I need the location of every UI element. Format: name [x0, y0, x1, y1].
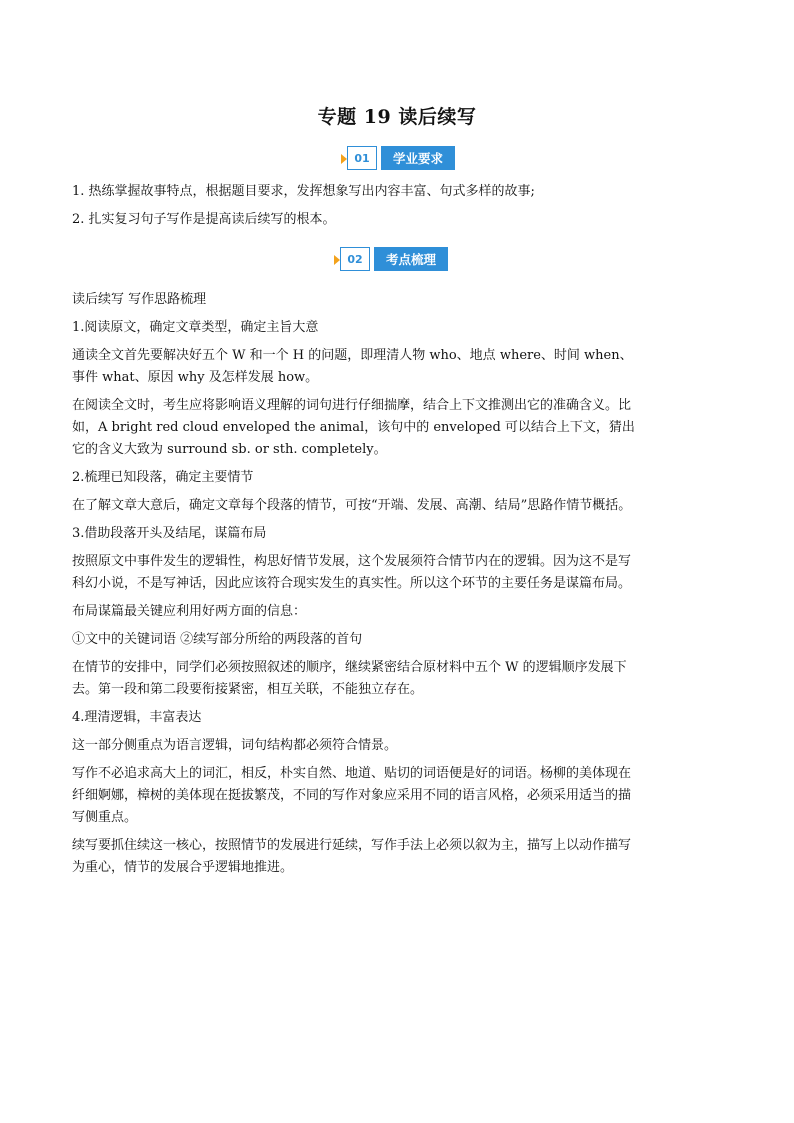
requirements-list	[72, 181, 637, 231]
requirement-item: 2. 扎实复习句子写作是提高读后续写的根本。	[72, 212, 336, 227]
paragraph: 写作不必追求高大上的词汇，相反，朴实自然、地道、贴切的词语便是好的词语。杨柳的美体现在纤细婀娜，樟树的美体现在挺拔繁茂，不同的写作对象应采用不同的语言风格，必须采用适当的描写侧重点。	[72, 766, 632, 825]
paragraph: 续写要抓住续这一核心，按照情节的发展进行延续，写作手法上必须以叙为主，描写上以动作描写为重心，情节的发展合乎逻辑地推进。	[72, 838, 632, 875]
paragraph: 这一部分侧重点为语言逻辑，词句结构都必须符合情景。	[72, 738, 398, 753]
section-badge-keypoints	[340, 247, 448, 271]
section-badge-requirements	[347, 146, 455, 170]
paragraph: 布局谋篇最关键应利用好两方面的信息：	[72, 604, 307, 619]
paragraph: 在阅读全文时，考生应将影响语义理解的词句进行仔细揣摩，结合上下文推测出它的准确含义。比如，A bright red cloud enveloped the animal，该句中的 enveloped 可以结合上下文，猜出它的含义大致为 surround sb. or sth. completely。	[72, 398, 635, 457]
section-number: 01	[347, 146, 377, 170]
section-number: 02	[340, 247, 370, 271]
section-heading: 4.理清逻辑，丰富表达	[72, 710, 202, 725]
paragraph: 通读全文首先要解决好五个 W 和一个 H 的问题，即理清人物 who、地点 where、时间 when、事件 what、原因 why 及怎样发展 how。	[72, 348, 633, 385]
paragraph: 在情节的安排中，同学们必须按照叙述的顺序，继续紧密结合原材料中五个 W 的逻辑顺序发展下去。第一段和第二段要衔接紧密，相互关联，不能独立存在。	[72, 660, 627, 697]
paragraph: ①文中的关键词语 ②续写部分所给的两段落的首句	[72, 632, 363, 647]
section-heading: 1.阅读原文，确定文章类型，确定主旨大意	[72, 320, 319, 335]
section-label: 学业要求	[381, 146, 455, 170]
paragraph: 按照原文中事件发生的逻辑性，构思好情节发展，这个发展须符合情节内在的逻辑。因为这不是写科幻小说，不是写神话，因此应该符合现实发生的真实性。所以这个环节的主要任务是谋篇布局。	[72, 554, 632, 591]
page-title: 专题 19 读后续写	[317, 106, 477, 128]
section-heading: 3.借助段落开头及结尾，谋篇布局	[72, 526, 267, 541]
section-label: 考点梳理	[374, 247, 448, 271]
content-body	[72, 289, 637, 879]
paragraph: 在了解文章大意后，确定文章每个段落的情节，可按“开端、发展、高潮、结局”思路作情节概括。	[72, 498, 632, 513]
requirement-item: 1. 热练掌握故事特点，根据题目要求，发挥想象写出内容丰富、句式多样的故事;	[72, 184, 535, 199]
section-heading: 2.梳理已知段落，确定主要情节	[72, 470, 254, 485]
intro-line: 读后续写 写作思路梳理	[72, 292, 207, 307]
